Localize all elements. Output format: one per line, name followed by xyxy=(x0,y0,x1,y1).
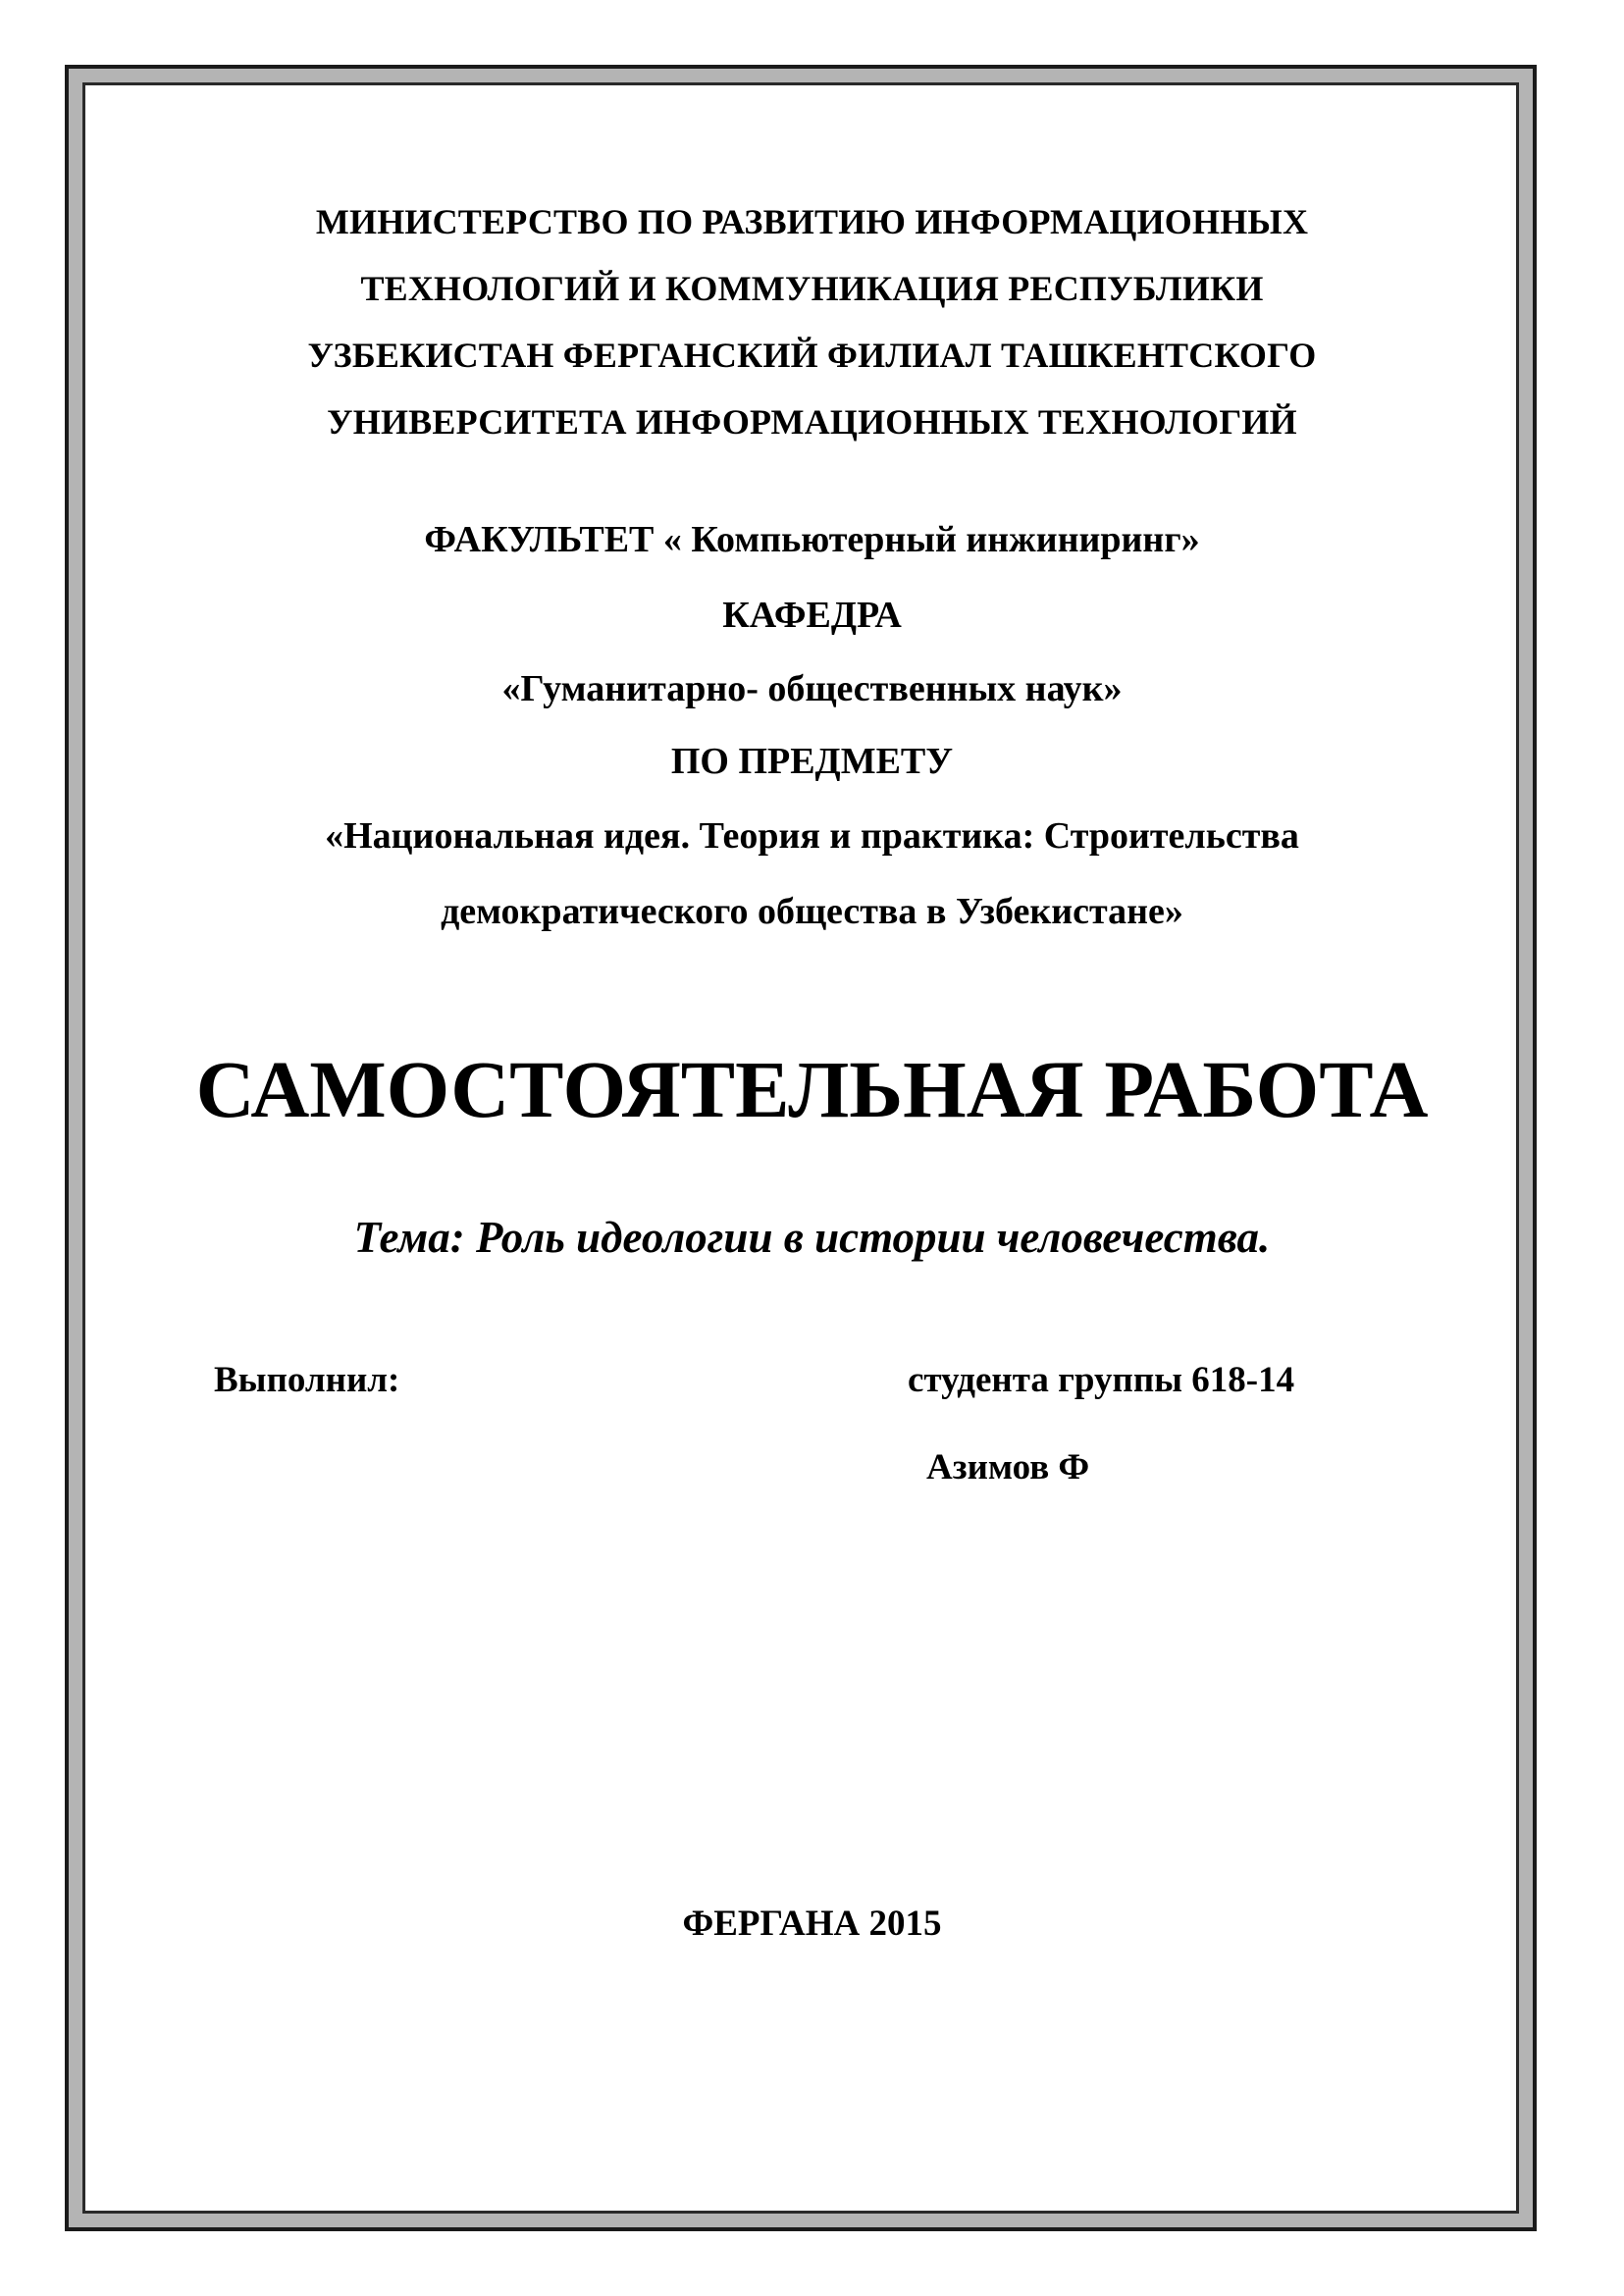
work-topic: Тема: Роль идеологии в истории человечества. xyxy=(353,1213,1271,1262)
author-label: Выполнил: xyxy=(214,1360,400,1400)
ministry-line-4: УНИВЕРСИТЕТА ИНФОРМАЦИОННЫХ ТЕХНОЛОГИЙ xyxy=(327,402,1297,442)
ministry-line-3: УЗБЕКИСТАН ФЕРГАНСКИЙ ФИЛИАЛ ТАШКЕНТСКОГО xyxy=(307,336,1317,375)
chair-label: КАФЕДРА xyxy=(722,595,902,636)
city-year: ФЕРГАНА 2015 xyxy=(682,1904,942,1944)
ministry-line-2: ТЕХНОЛОГИЙ И КОММУНИКАЦИЯ РЕСПУБЛИКИ xyxy=(360,269,1264,308)
subject-label: ПО ПРЕДМЕТУ xyxy=(670,741,954,782)
author-group: студента группы 618-14 xyxy=(908,1360,1295,1400)
work-title: САМОСТОЯТЕЛЬНАЯ РАБОТА xyxy=(195,1044,1429,1134)
faculty-line: ФАКУЛЬТЕТ « Компьютерный инжиниринг» xyxy=(424,519,1200,560)
chair-name: «Гуманитарно- общественных наук» xyxy=(501,668,1123,709)
subject-line-2: демократического общества в Узбекистане» xyxy=(441,891,1183,932)
author-name: Азимов Ф xyxy=(926,1447,1090,1487)
ministry-line-1: МИНИСТЕРСТВО ПО РАЗВИТИЮ ИНФОРМАЦИОННЫХ xyxy=(315,202,1309,241)
subject-line-1: «Национальная идея. Теория и практика: Строительства xyxy=(325,815,1299,857)
